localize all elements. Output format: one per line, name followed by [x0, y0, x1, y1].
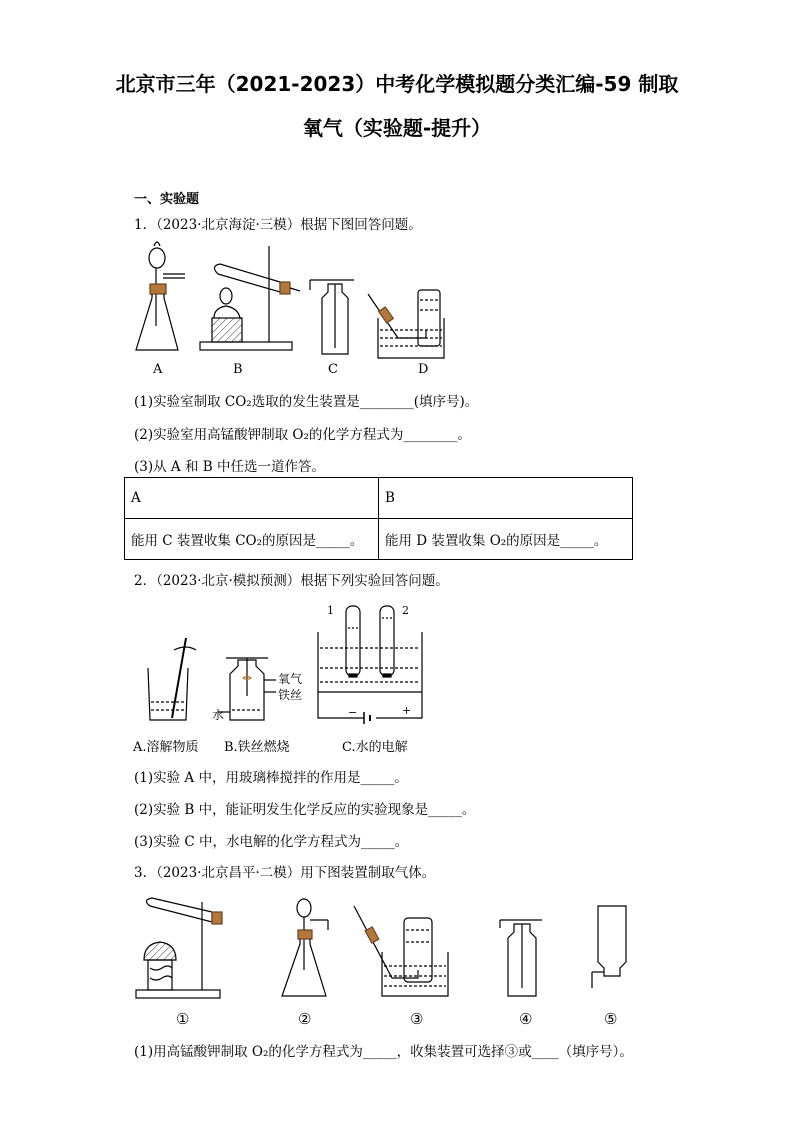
label-minus: − [348, 706, 358, 719]
q2-part-2: (2)实验 B 中，能证明发生化学反应的实验现象是_____。 [134, 802, 476, 818]
q1-label-d: D [418, 362, 429, 377]
tube-number-2: 2 [402, 604, 409, 617]
table-head-b: B [379, 478, 633, 519]
gas-bottle-iron-wire [218, 658, 276, 720]
apparatus-c-bottle [310, 280, 354, 354]
label-iron-wire: 铁丝 [278, 688, 303, 702]
label-water: 水 [212, 708, 225, 722]
apparatus-1-heating [136, 898, 222, 998]
label-oxygen: 氧气 [278, 672, 303, 686]
apparatus-3-water-trough [354, 906, 448, 996]
apparatus-d-water-trough [368, 290, 444, 358]
apparatus-a-conical-flask [136, 242, 185, 350]
apparatus-4-bottle [500, 920, 542, 996]
section-heading: 一、实验题 [134, 192, 200, 207]
q3-stem: 3．（2023·北京昌平·二模）用下图装置制取气体。 [134, 865, 436, 881]
q3-label-1: ① [176, 1010, 190, 1028]
apparatus-2-conical-flask [282, 899, 328, 996]
q2-fig-label-c: C.水的电解 [342, 740, 408, 755]
q1-apparatus-figure [130, 238, 470, 363]
q3-apparatus-figure [132, 892, 642, 1004]
q1-part-1: (1)实验室制取 CO₂选取的发生装置是________(填序号)。 [134, 394, 479, 410]
table-cell-b: 能用 D 装置收集 O₂的原因是_____。 [379, 519, 633, 560]
apparatus-5-inverted-bottle [592, 906, 626, 988]
table-cell-a: 能用 C 装置收集 CO₂的原因是_____。 [125, 519, 379, 560]
title-line-1: 北京市三年（2021-2023）中考化学模拟题分类汇编-59 制取 [115, 72, 679, 96]
q1-label-b: B [233, 362, 243, 377]
q3-label-4: ④ [519, 1010, 533, 1028]
title-line-2: 氧气（实验题-提升） [302, 116, 492, 140]
q2-fig-label-b: B.铁丝燃烧 [224, 740, 290, 755]
label-plus: + [402, 704, 412, 717]
q3-label-2: ② [298, 1010, 312, 1028]
apparatus-b-heating [200, 246, 300, 350]
q1-part-3: (3)从 A 和 B 中任选一道作答。 [134, 459, 325, 475]
q1-label-a: A [153, 362, 163, 377]
beaker-stir-rod [148, 638, 196, 720]
q1-stem: 1．（2023·北京海淀·三模）根据下图回答问题。 [134, 217, 422, 233]
tube-number-1: 1 [327, 604, 334, 617]
q1-choice-table [124, 477, 633, 560]
q2-experiment-figure [140, 598, 440, 726]
q2-part-3: (3)实验 C 中，水电解的化学方程式为_____。 [134, 834, 409, 850]
q1-part-2: (2)实验室用高锰酸钾制取 O₂的化学方程式为________。 [134, 427, 471, 443]
q3-label-3: ③ [410, 1010, 424, 1028]
table-head-a: A [125, 478, 379, 519]
q2-part-1: (1)实验 A 中，用玻璃棒搅拌的作用是_____。 [134, 770, 408, 786]
q2-fig-label-a: A.溶解物质 [133, 740, 199, 755]
q3-part-1: (1)用高锰酸钾制取 O₂的化学方程式为_____，收集装置可选择③或____（填序号）。 [134, 1044, 633, 1060]
q3-label-5: ⑤ [604, 1010, 618, 1028]
q2-stem: 2．（2023·北京·模拟预测）根据下列实验回答问题。 [134, 573, 449, 589]
q1-label-c: C [328, 362, 338, 377]
